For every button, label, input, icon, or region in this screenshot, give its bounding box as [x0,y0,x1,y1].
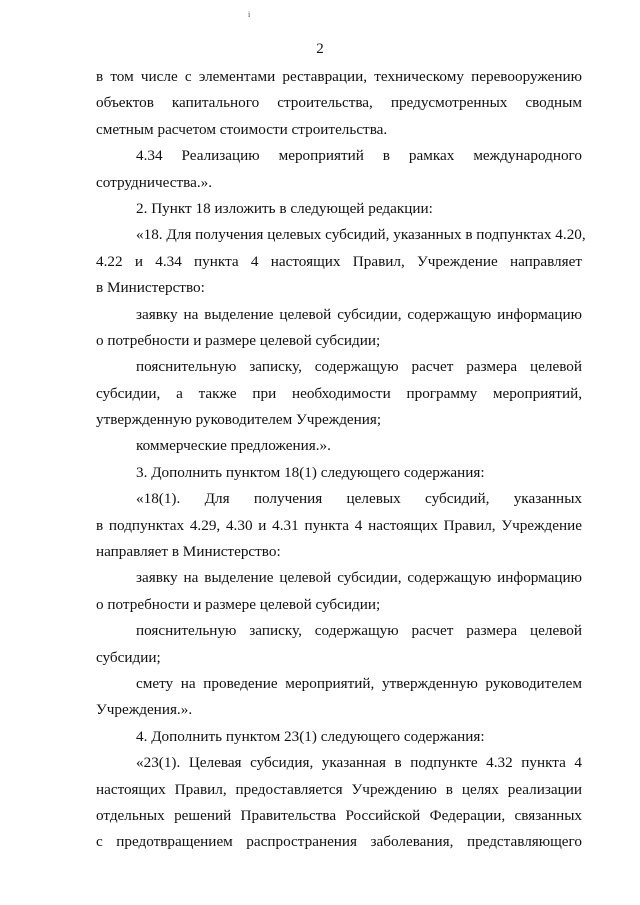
page-number: 2 [316,41,324,57]
text-line: 4. Дополнить пунктом 23(1) следующего содержания: [136,727,485,745]
text-line: объектов капитального строительства, предусмотренных сводным [96,94,582,112]
text-line: сметным расчетом стоимости строительства. [96,120,388,138]
text-line: настоящих Правил, предоставляется Учреждению в целях реализации [96,780,582,798]
text-line: смету на проведение мероприятий, утвержденную руководителем [136,674,582,692]
text-line: «18. Для получения целевых субсидий, указанных в подпунктах 4.20, [136,226,586,244]
text-line: утвержденную руководителем Учреждения; [96,411,382,429]
text-line: в подпунктах 4.29, 4.30 и 4.31 пункта 4 настоящих Правил, Учреждение [96,516,582,534]
text-line: коммерческие предложения.». [136,437,331,455]
text-line: «23(1). Целевая субсидия, указанная в подпункте 4.32 пункта 4 [136,754,582,772]
text-line: направляет в Министерство: [96,543,281,561]
text-line: 4.34 Реализацию мероприятий в рамках международного [136,147,582,165]
text-line: в том числе с элементами реставрации, техническому перевооружению [96,68,582,85]
text-line: сотрудничества.». [96,173,213,191]
text-line: заявку на выделение целевой субсидии, содержащую информацию [136,569,582,587]
text-line: пояснительную записку, содержащую расчет размера целевой [136,622,582,640]
text-line: субсидии; [96,648,161,666]
text-line: отдельных решений Правительства Российской Федерации, связанных [96,806,582,824]
text-line: 3. Дополнить пунктом 18(1) следующего содержания: [136,463,485,481]
text-line: Учреждения.». [96,701,193,719]
text-line: субсидии, а также при необходимости программу мероприятий, [96,384,582,402]
document-body [96,64,586,856]
text-line: заявку на выделение целевой субсидии, содержащую информацию [136,305,582,323]
text-line: пояснительную записку, содержащую расчет размера целевой [136,358,582,376]
scan-mark: і [248,10,251,19]
text-line: в Министерство: [96,279,205,297]
text-line: о потребности и размере целевой субсидии; [96,595,381,613]
text-line: о потребности и размере целевой субсидии; [96,331,381,349]
text-line: «18(1). Для получения целевых субсидий, указанных [136,490,582,508]
text-line: 2. Пункт 18 изложить в следующей редакции: [136,199,433,217]
text-line: 4.22 и 4.34 пункта 4 настоящих Правил, Учреждение направляет [96,252,582,270]
text-line: с предотвращением распространения заболевания, представляющего [96,833,582,851]
